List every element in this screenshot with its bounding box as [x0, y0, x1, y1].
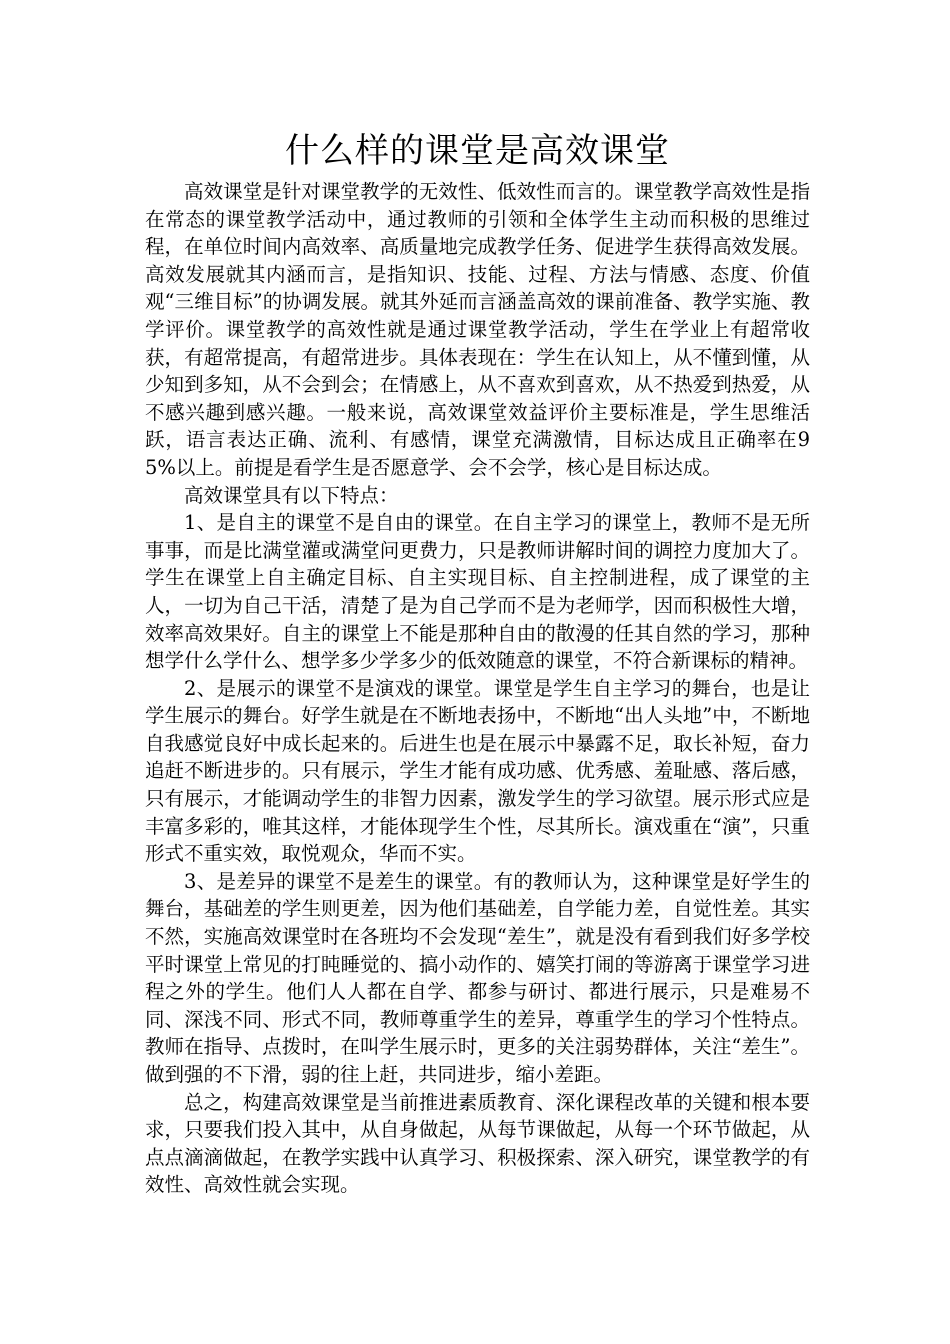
document-page	[145, 128, 810, 1199]
paragraph-feature-1: 1、是自主的课堂不是自由的课堂。在自主学习的课堂上，教师不是无所事事，而是比满堂灌或满堂问更费力，只是教师讲解时间的调控力度加大了。学生在课堂上自主确定目标、自主实现目标、自主控制进程，成了课堂的主人，一切为自己干活，清楚了是为自己学而不是为老师学，因而积极性大增，效率高效果好。自主的课堂上不能是那种自由的散漫的任其自然的学习，那种想学什么学什么、想学多少学多少的低效随意的课堂，不符合新课标的精神。	[145, 511, 810, 673]
paragraph-feature-2: 2、是展示的课堂不是演戏的课堂。课堂是学生自主学习的舞台，也是让学生展示的舞台。好学生就是在不断地表扬中，不断地“出人头地”中，不断地自我感觉良好中成长起来的。后进生也是在展示中暴露不足，取长补短，奋力追赶不断进步的。只有展示，学生才能有成功感、优秀感、羞耻感、落后感，只有展示，才能调动学生的非智力因素，激发学生的学习欲望。展示形式应是丰富多彩的，唯其这样，才能体现学生个性，尽其所长。演戏重在“演”，只重形式不重实效，取悦观众，华而不实。	[145, 676, 810, 866]
document-title: 什么样的课堂是高效课堂	[285, 131, 670, 171]
paragraph-conclusion: 总之，构建高效课堂是当前推进素质教育、深化课程改革的关键和根本要求，只要我们投入其中，从自身做起，从每节课做起，从每一个环节做起，从点点滴滴做起，在教学实践中认真学习、积极探索、深入研究，课堂教学的有效性、高效性就会实现。	[145, 1090, 810, 1197]
paragraph-feature-3: 3、是差异的课堂不是差生的课堂。有的教师认为，这种课堂是好学生的舞台，基础差的学生则更差，因为他们基础差，自学能力差，自觉性差。其实不然，实施高效课堂时在各班均不会发现“差生”，就是没有看到我们好多学校平时课堂上常见的打盹睡觉的、搞小动作的、嬉笑打闹的等游离于课堂学习进程之外的学生。他们人人都在自学、都参与研讨、都进行展示，只是难易不同、深浅不同、形式不同，教师尊重学生的差异，尊重学生的学习个性特点。教师在指导、点拨时，在叫学生展示时，更多的关注弱势群体，关注“差生”。做到强的不下滑，弱的往上赶，共同进步，缩小差距。	[145, 869, 810, 1086]
paragraph-intro: 高效课堂是针对课堂教学的无效性、低效性而言的。课堂教学高效性是指在常态的课堂教学活动中，通过教师的引领和全体学生主动而积极的思维过程，在单位时间内高效率、高质量地完成教学任务、促进学生获得高效发展。高效发展就其内涵而言，是指知识、技能、过程、方法与情感、态度、价值观“三维目标”的协调发展。就其外延而言涵盖高效的课前准备、教学实施、教学评价。课堂教学的高效性就是通过课堂教学活动，学生在学业上有超常收获，有超常提高，有超常进步。具体表现在：学生在认知上，从不懂到懂，从少知到多知，从不会到会；在情感上，从不喜欢到喜欢，从不热爱到热爱，从不感兴趣到感兴趣。一般来说，高效课堂效益评价主要标准是，学生思维活跃，语言表达正确、流利、有感情，课堂充满激情，目标达成且正确率在95%以上。前提是看学生是否愿意学、会不会学，核心是目标达成。	[145, 180, 810, 479]
paragraph-features-heading: 高效课堂具有以下特点：	[184, 483, 399, 507]
